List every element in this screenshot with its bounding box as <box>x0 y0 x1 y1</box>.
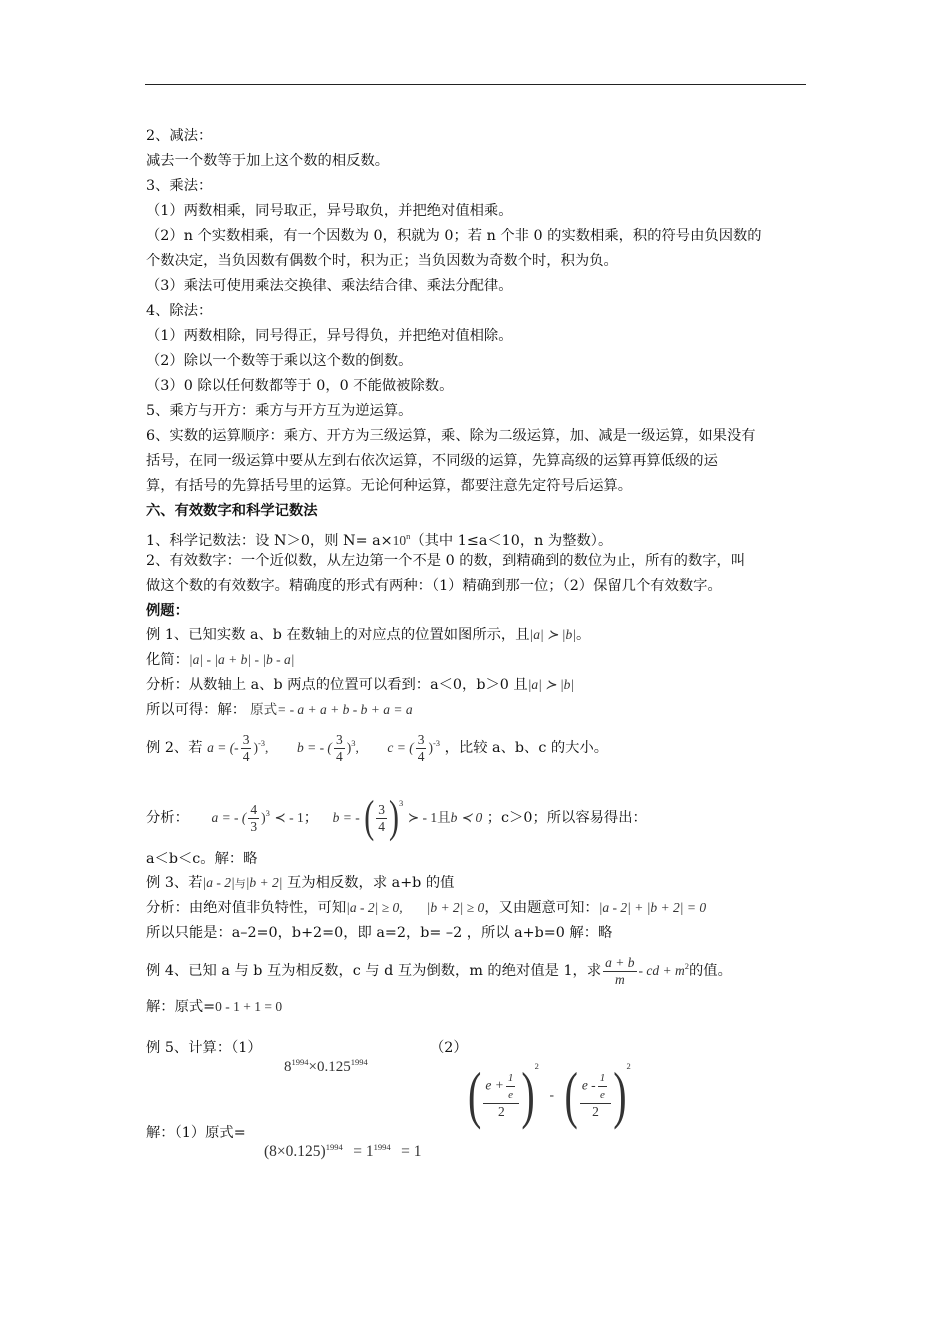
text-line: （2） <box>430 1040 468 1056</box>
text-line: （3）乘法可使用乘法交换律、乘法结合律、乘法分配律。 <box>146 278 513 294</box>
example-3: 例 3、若|a - 2|与|b + 2| 互为相反数，求 a+b 的值 <box>146 875 455 891</box>
text-line: （2）n 个实数相乘，有一个因数为 0，积就为 0；若 n 个非 0 的实数相乘，积的符号由负因数的 <box>146 228 762 244</box>
text-line: 算，有括号的先算括号里的运算。无论何种运算，都要注意先定符号后运算。 <box>146 478 633 494</box>
text-line: 做这个数的有效数字。精确度的形式有两种：（1）精确到那一位；（2）保留几个有效数字。 <box>146 578 722 594</box>
text-line: 2、减法： <box>146 128 213 144</box>
text-line: 化简：|a| - |a + b| - |b - a| <box>146 652 295 668</box>
text-line: 1、科学记数法：设 N＞0，则 $N= a\times 10^n$（其中 1≤a＜10，n 为整数）。 <box>146 531 613 549</box>
math: 10 <box>392 533 407 548</box>
header-rule <box>145 84 806 85</box>
bracket-expression: ( e - $\frac{1}{e}$ 2 ) <box>564 1058 627 1131</box>
fraction: $\frac{3}{4}$ <box>417 731 425 764</box>
text-line: （3）0 除以任何数都等于 0，0 不能做被除数。 <box>146 378 454 394</box>
text-line: 减去一个数等于加上这个数的相反数。 <box>146 153 390 169</box>
text-line: 分析：由绝对值非负特性，可知|a - 2| ≥ 0, |b + 2| ≥ 0，又由题意可知：|a - 2| + |b + 2| = 0 <box>146 900 707 916</box>
example-1: 例 1、已知实数 a、b 在数轴上的对应点的位置如图所示，且|a| ≻ |b|。 <box>146 627 591 643</box>
text-line: 2、有效数字：一个近似数，从左边第一个不是 0 的数，到精确到的数位为止，所有的数字，叫 <box>146 553 746 569</box>
examples-heading: 例题： <box>146 603 189 619</box>
fraction: $\frac{4}{3}$ <box>250 801 258 834</box>
text-line: 3、乘法： <box>146 178 213 194</box>
text-line: 括号，在同一级运算中要从左到右依次运算，不同级的运算，先算高级的运算再算低级的运 <box>146 453 718 469</box>
text-line: 所以可得：解： 原式= - a + a + b - b + a = a <box>146 702 413 718</box>
math: = - a + a + b - b + a = a <box>277 702 413 717</box>
text-line: 个数决定，当负因数有偶数个时，积为正；当负因数为奇数个时，积为负。 <box>146 253 618 269</box>
text-line: （1）两数相除，同号得正，异号得负，并把绝对值相除。 <box>146 328 513 344</box>
bracket-expression: ( $\frac{3}{4}$ ) <box>364 792 400 842</box>
fraction: $\frac{1}{e}$ <box>599 1072 606 1101</box>
text-line: 6、实数的运算顺序：乘方、开方为三级运算，乘、除为二级运算，加、减是一级运算，如果没有 <box>146 428 756 444</box>
math-expression: $(8\times 0.125)^{1994} = 1^{1994} = 1$ <box>264 1142 422 1160</box>
fraction: $\frac{3}{4}$ <box>378 801 386 834</box>
section-heading: 六、有效数字和科学记数法 <box>146 503 318 519</box>
text-line: 解：原式=0 - 1 + 1 = 0 <box>146 999 283 1015</box>
example-5: 例 5、计算：（1） <box>146 1040 262 1056</box>
text-line: 4、除法： <box>146 303 213 319</box>
math: |a| - |a + b| - |b - a| <box>188 652 295 667</box>
fraction: $\frac{3}{4}$ <box>335 731 343 764</box>
text-line: 分析：从数轴上 a、b 两点的位置可以看到：a＜0，b＞0 且|a| ≻ |b| <box>146 677 575 693</box>
fraction: $\frac{1}{e}$ <box>507 1072 514 1101</box>
math: |a| ≻ |b| <box>527 677 575 692</box>
text-line: 所以只能是：a–2=0，b+2=0，即 a=2，b= –2 ，所以 a+b=0 解：略 <box>146 925 613 941</box>
text-line: 5、乘方与开方：乘方与开方互为逆运算。 <box>146 403 413 419</box>
bracket-expression: ( e + $\frac{1}{e}$ 2 ) <box>468 1058 535 1131</box>
text-line: a＜b＜c。解：略 <box>146 851 258 867</box>
math: |a| ≻ |b| <box>529 627 576 642</box>
text-line: （2）除以一个数等于乘以这个数的倒数。 <box>146 353 413 369</box>
fraction: $\frac{a + b}{m}$ <box>605 954 635 987</box>
math-expression: ( e + $\frac{1}{e}$ 2 )$^2$ - ( e - $\frac{1}{e}$ 2 )$^2$ <box>468 1026 631 1135</box>
analysis-2: 分析： a = - ( $\frac{4}{3}$ )$^3$ ≺ - 1； b = - ( $\frac{3}{4}$ )$^3$ ≻ - 1且b ≺ 0 ；c＞0；所以容易得出： <box>146 792 647 842</box>
example-4: 例 4、已知 a 与 b 互为相反数，c 与 d 互为倒数，m 的绝对值是 1，求 $\frac{a + b}{m}$ - cd + $m^2$的值。 <box>146 954 732 987</box>
text-line: （1）两数相乘，同号取正，异号取负，并把绝对值相乘。 <box>146 203 513 219</box>
solution-5: 解：（1）原式= <box>146 1125 246 1141</box>
fraction: $\frac{3}{4}$ <box>242 731 250 764</box>
math-exponent: n <box>406 531 411 541</box>
example-2: 例 2、若 a = (- $\frac{3}{4}$ )$^{-3}$, b = - ( $\frac{3}{4}$ )$^3$, c = ( $\frac{3}{4}$ )$^{-3}$ ，比较 a、b、c 的大小。 <box>146 731 609 764</box>
math-expression: $8^{1994}\times 0.125^{1994}$ <box>284 1057 368 1075</box>
